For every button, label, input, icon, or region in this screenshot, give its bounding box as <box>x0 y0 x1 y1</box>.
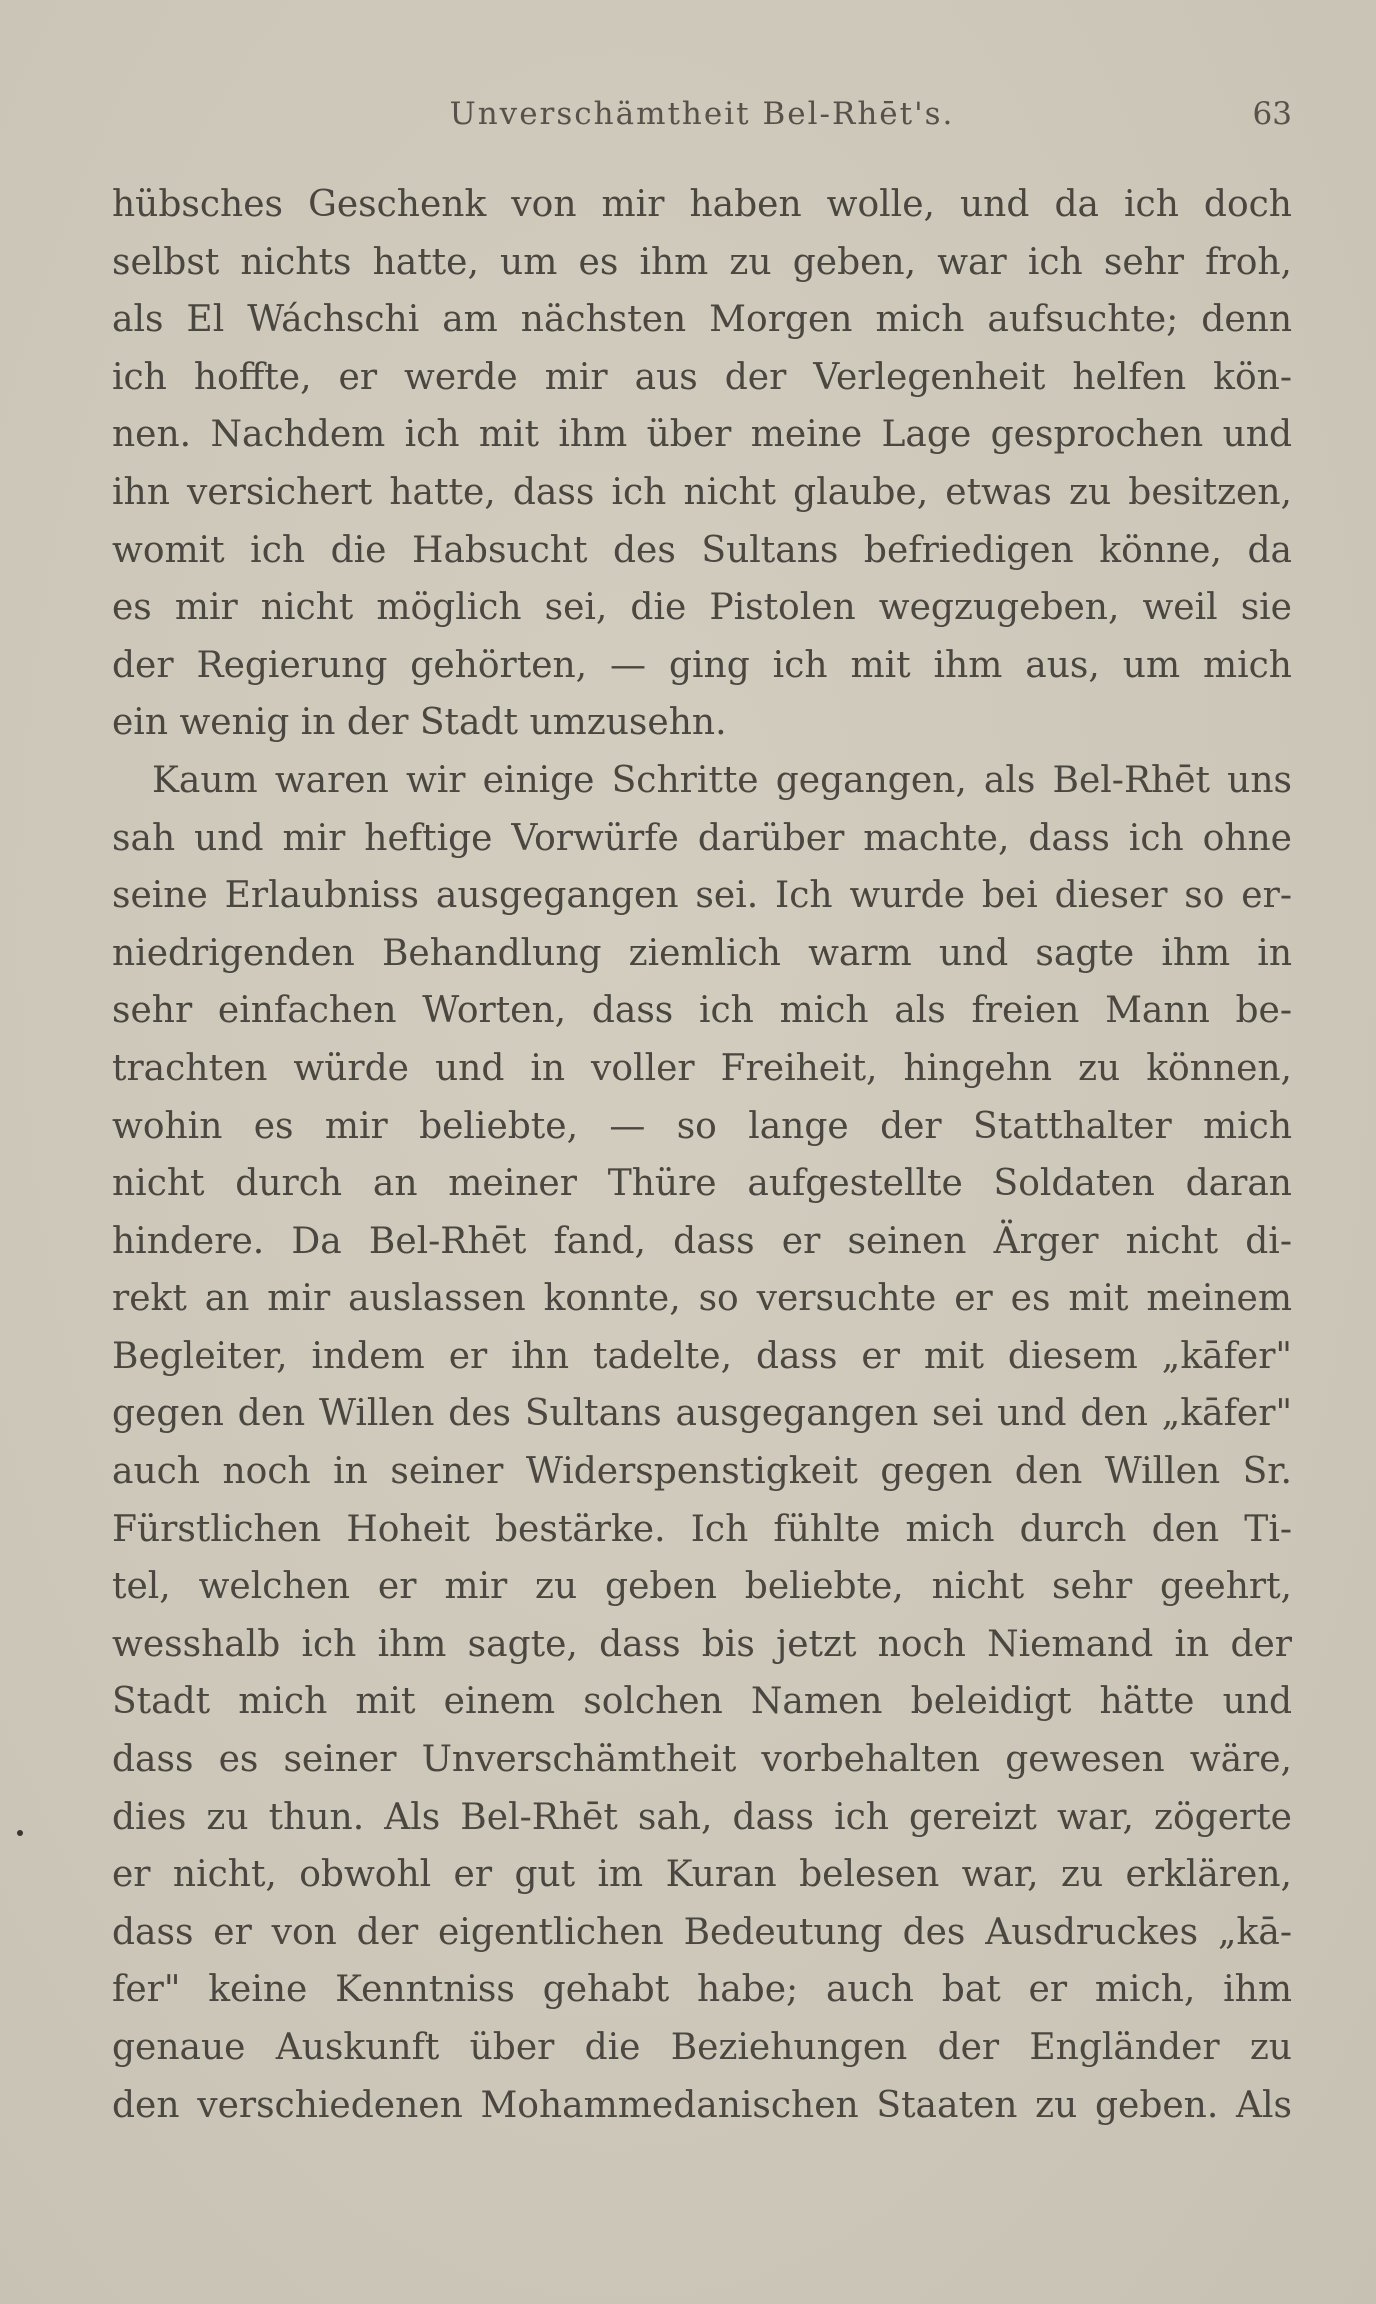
text-line: ein wenig in der Stadt umzusehn. <box>112 702 727 744</box>
text-line: genaue Auskunft über die Beziehungen der Engländer zu <box>112 2027 1292 2068</box>
paragraph <box>112 176 1292 752</box>
running-title: Unverschämtheit Bel-Rhēt's. <box>449 96 955 132</box>
page-number: 63 <box>1252 96 1292 132</box>
text-line: als El Wáchschi am nächsten Morgen mich aufsuchte; denn <box>112 299 1292 341</box>
text-line: trachten würde und in voller Freiheit, hingehn zu können, <box>112 1047 1292 1089</box>
text-line: dass er von der eigentlichen Bedeutung des Ausdruckes „kā- <box>112 1911 1292 1953</box>
text-line: wesshalb ich ihm sagte, dass bis jetzt noch Niemand in der <box>112 1623 1292 1665</box>
text-line: rekt an mir auslassen konnte, so versuchte er es mit meinem <box>112 1278 1292 1320</box>
text-line: fer" keine Kenntniss gehabt habe; auch bat er mich, ihm <box>112 1969 1292 2011</box>
text-line: Stadt mich mit einem solchen Namen beleidigt hätte und <box>112 1681 1292 1723</box>
text-line: hübsches Geschenk von mir haben wolle, und da ich doch <box>112 184 1292 225</box>
text-line: seine Erlaubniss ausgegangen sei. Ich wurde bei dieser so er- <box>112 875 1292 917</box>
text-line: nen. Nachdem ich mit ihm über meine Lage gesprochen und <box>112 414 1292 456</box>
text-line: womit ich die Habsucht des Sultans befriedigen könne, da <box>112 529 1292 571</box>
text-line: Begleiter, indem er ihn tadelte, dass er mit diesem „kāfer" <box>112 1335 1292 1377</box>
text-line: auch noch in seiner Widerspenstigkeit gegen den Willen Sr. <box>112 1451 1292 1493</box>
text-line: selbst nichts hatte, um es ihm zu geben, war ich sehr froh, <box>112 241 1292 283</box>
text-line: ihn versichert hatte, dass ich nicht glaube, etwas zu besitzen, <box>112 471 1292 513</box>
running-head <box>112 96 1292 140</box>
text-line: sehr einfachen Worten, dass ich mich als freien Mann be- <box>112 990 1292 1032</box>
text-line: Kaum waren wir einige Schritte gegangen, als Bel-Rhēt uns <box>152 759 1292 801</box>
text-line: tel, welchen er mir zu geben beliebte, nicht sehr geehrt, <box>112 1566 1292 1608</box>
text-line: wohin es mir beliebte, — so lange der Statthalter mich <box>112 1105 1292 1147</box>
text-line: Fürstlichen Hoheit bestärke. Ich fühlte mich durch den Ti- <box>112 1508 1292 1550</box>
margin-ink-dot <box>17 1830 23 1836</box>
text-line: ich hoffte, er werde mir aus der Verlegenheit helfen kön- <box>112 356 1292 398</box>
text-line: dies zu thun. Als Bel-Rhēt sah, dass ich gereizt war, zögerte <box>112 1796 1292 1838</box>
text-line: es mir nicht möglich sei, die Pistolen wegzugeben, weil sie <box>112 587 1292 629</box>
text-line: sah und mir heftige Vorwürfe darüber machte, dass ich ohne <box>112 817 1292 859</box>
paragraph <box>112 752 1292 2134</box>
text-line: hindere. Da Bel-Rhēt fand, dass er seinen Ärger nicht di- <box>112 1220 1292 1262</box>
text-line: der Regierung gehörten, — ging ich mit ihm aus, um mich <box>112 644 1292 686</box>
text-line: dass es seiner Unverschämtheit vorbehalten gewesen wäre, <box>112 1739 1292 1781</box>
text-line: nicht durch an meiner Thüre aufgestellte Soldaten daran <box>112 1163 1292 1205</box>
body-text <box>112 176 1292 2134</box>
text-line: gegen den Willen des Sultans ausgegangen sei und den „kāfer" <box>112 1393 1292 1435</box>
text-line: niedrigenden Behandlung ziemlich warm und sagte ihm in <box>112 932 1292 974</box>
text-line: er nicht, obwohl er gut im Kuran belesen war, zu erklären, <box>112 1854 1292 1896</box>
text-line: den verschiedenen Mohammedanischen Staaten zu geben. Als <box>112 2084 1292 2126</box>
